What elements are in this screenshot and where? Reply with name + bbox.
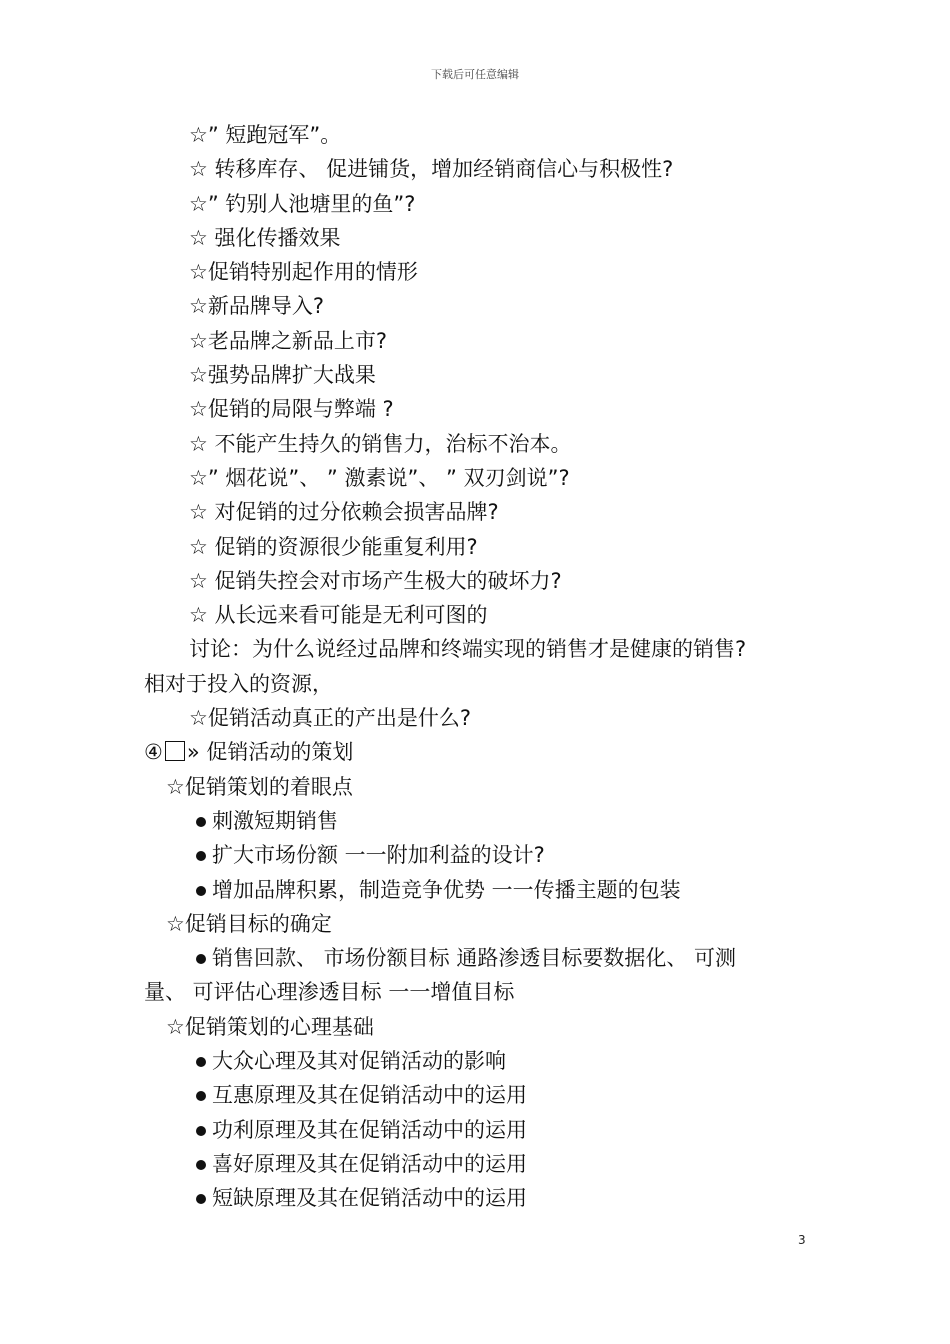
text-line: ☆ 从长远来看可能是无利可图的 [189, 603, 488, 628]
bullet-icon [196, 886, 206, 896]
text-line: ☆” 短跑冠军”。 [189, 123, 342, 147]
list-item-text: 喜好原理及其在促销活动中的运用 [212, 1151, 527, 1176]
text-line: ☆ 促销失控会对市场产生极大的破坏力? [189, 568, 562, 593]
bullet-icon [196, 817, 206, 827]
list-item-text: 增加品牌积累，制造竞争优势 一一传播主题的包装 [212, 877, 681, 902]
list-item [0, 1078, 950, 1112]
bullet-icon [196, 1057, 206, 1067]
bullet-icon [196, 1160, 206, 1170]
text-line: 相对于投入的资源， [144, 671, 333, 696]
text-line: ☆促销的局限与弊端 ? [189, 397, 394, 422]
text-line: ☆强势品牌扩大战果 [189, 363, 376, 388]
text-line: ☆新品牌导入? [189, 294, 324, 319]
list-item-text: 刺激短期销售 [212, 808, 338, 833]
page-header: 下载后可任意编辑 [431, 68, 519, 81]
text-line: ☆ 转移库存、 促进铺货，增加经销商信心与积极性? [189, 157, 674, 182]
text-line: ☆ 不能产生持久的销售力，治标不治本。 [189, 431, 572, 456]
subheading: ☆促销目标的确定 [166, 911, 332, 936]
bullet-icon [196, 1126, 206, 1136]
document-body [0, 118, 950, 1216]
text-line: ☆促销活动真正的产出是什么? [189, 706, 471, 731]
section-number: ④ [144, 740, 163, 765]
bullet-icon [196, 1194, 206, 1204]
list-item-text: 大众心理及其对促销活动的影响 [212, 1049, 506, 1074]
list-item-text: 扩大市场份额 一一附加利益的设计? [212, 843, 545, 868]
text-line: 量、 可评估心理渗透目标 一一增值目标 [144, 980, 515, 1005]
section-heading [0, 735, 950, 769]
checkbox-square-icon [165, 741, 185, 761]
subheading: ☆促销策划的心理基础 [166, 1014, 374, 1039]
text-line: ☆ 对促销的过分依赖会损害品牌? [189, 500, 499, 525]
list-item-text: 短缺原理及其在促销活动中的运用 [212, 1186, 527, 1211]
list-item [0, 804, 950, 838]
subheading: ☆促销策划的着眼点 [166, 774, 353, 799]
list-item [0, 838, 950, 872]
text-line: ☆老品牌之新品上市? [189, 328, 387, 353]
bullet-icon [196, 954, 206, 964]
text-line: ☆促销特别起作用的情形 [189, 260, 418, 285]
list-item-text: 功利原理及其在促销活动中的运用 [212, 1117, 527, 1142]
list-item [0, 941, 950, 975]
list-item [0, 1181, 950, 1215]
bullet-icon [196, 1091, 206, 1101]
list-item [0, 1044, 950, 1078]
text-line: ☆ 强化传播效果 [189, 225, 341, 250]
list-item [0, 1147, 950, 1181]
text-line: ☆” 烟花说”、 ” 激素说”、 ” 双刃剑说”? [189, 465, 570, 490]
list-item-text: 互惠原理及其在促销活动中的运用 [212, 1083, 527, 1108]
discussion-line: 讨论：为什么说经过品牌和终端实现的销售才是健康的销售? [189, 637, 747, 662]
list-item [0, 873, 950, 907]
list-item-text: 销售回款、 市场份额目标 通路渗透目标要数据化、 可测 [212, 946, 737, 971]
text-line: ☆” 钓别人池塘里的鱼”? [189, 191, 416, 216]
list-item [0, 1113, 950, 1147]
bullet-icon [196, 851, 206, 861]
section-title: » 促销活动的策划 [186, 740, 354, 765]
page-number: 3 [798, 1233, 806, 1247]
text-line: ☆ 促销的资源很少能重复利用? [189, 534, 478, 559]
